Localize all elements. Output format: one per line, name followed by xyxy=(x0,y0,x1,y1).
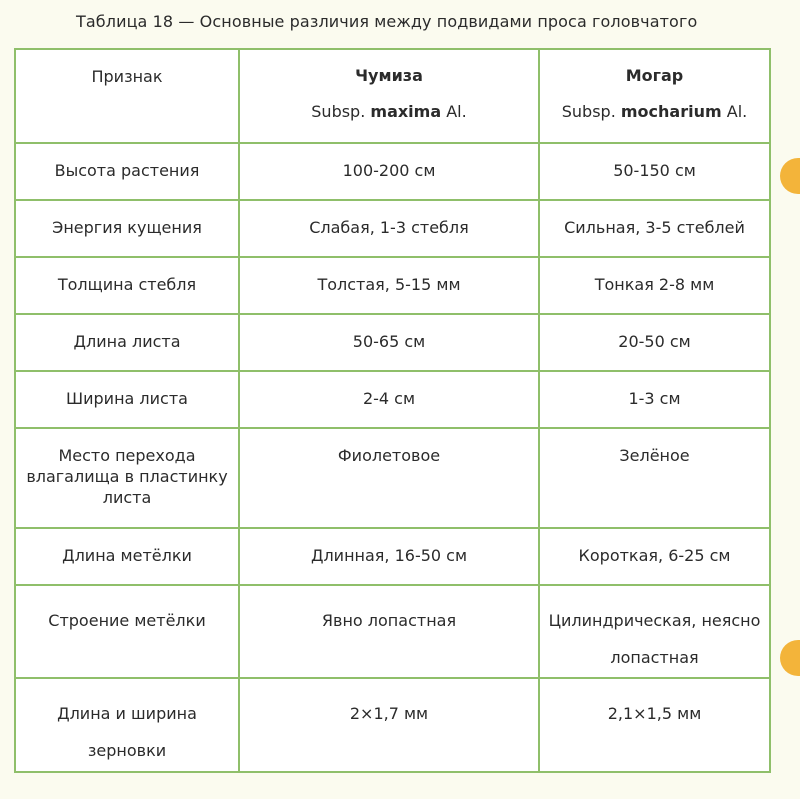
header-chumiza-latin: Subsp. maxima Al. xyxy=(311,102,467,121)
header-mogar-name: Могар xyxy=(625,66,684,85)
feature-cell: Толщина стебля xyxy=(15,257,239,314)
table-row xyxy=(15,143,770,200)
chumiza-text: Явно лопастная xyxy=(321,611,457,630)
mogar-cell xyxy=(539,585,770,678)
feature-cell: Высота растения xyxy=(15,143,239,200)
feature-cell: Длина листа xyxy=(15,314,239,371)
chumiza-cell: 2-4 см xyxy=(239,371,539,428)
feature-cell xyxy=(15,585,239,678)
table-header-row xyxy=(15,49,770,143)
chumiza-cell: Слабая, 1-3 стебля xyxy=(239,200,539,257)
table-row xyxy=(15,314,770,371)
header-mogar xyxy=(539,49,770,143)
chumiza-cell: Фиолетовое xyxy=(239,428,539,528)
chumiza-cell: 100-200 см xyxy=(239,143,539,200)
mogar-cell xyxy=(539,678,770,772)
mogar-cell: 1-3 см xyxy=(539,371,770,428)
table-row xyxy=(15,428,770,528)
feature-cell: Энергия кущения xyxy=(15,200,239,257)
header-chumiza xyxy=(239,49,539,143)
chumiza-cell xyxy=(239,678,539,772)
table-row xyxy=(15,585,770,678)
feature-cell: Место перехода влагалища в пластинку листа xyxy=(15,428,239,528)
header-mogar-latin: Subsp. mocharium Al. xyxy=(561,102,748,121)
table-row xyxy=(15,200,770,257)
feature-text: Строение метёлки xyxy=(48,611,206,630)
mogar-cell: 20-50 см xyxy=(539,314,770,371)
mogar-cell: 50-150 см xyxy=(539,143,770,200)
table-row xyxy=(15,528,770,585)
table-row xyxy=(15,371,770,428)
chumiza-cell: 50-65 см xyxy=(239,314,539,371)
edge-marker-bottom xyxy=(780,640,800,676)
edge-marker-top xyxy=(780,158,800,194)
mogar-cell: Тонкая 2-8 мм xyxy=(539,257,770,314)
mogar-cell: Короткая, 6-25 см xyxy=(539,528,770,585)
mogar-cell: Зелёное xyxy=(539,428,770,528)
header-feature: Признак xyxy=(15,49,239,143)
comparison-table xyxy=(14,48,771,773)
chumiza-cell: Толстая, 5-15 мм xyxy=(239,257,539,314)
feature-cell: Ширина листа xyxy=(15,371,239,428)
table-row xyxy=(15,257,770,314)
chumiza-cell xyxy=(239,585,539,678)
table-caption: Таблица 18 — Основные различия между подвидами проса головчатого xyxy=(76,12,698,31)
mogar-text: 2,1×1,5 мм xyxy=(607,704,702,723)
chumiza-cell: Длинная, 16-50 см xyxy=(239,528,539,585)
feature-cell xyxy=(15,678,239,772)
header-chumiza-name: Чумиза xyxy=(355,66,423,85)
table-row xyxy=(15,678,770,772)
feature-cell: Длина метёлки xyxy=(15,528,239,585)
mogar-text: Цилиндрическая, неясно лопастная xyxy=(548,611,761,667)
mogar-cell: Сильная, 3-5 стеблей xyxy=(539,200,770,257)
feature-text: Длина и ширина зерновки xyxy=(57,704,197,760)
chumiza-text: 2×1,7 мм xyxy=(349,704,429,723)
